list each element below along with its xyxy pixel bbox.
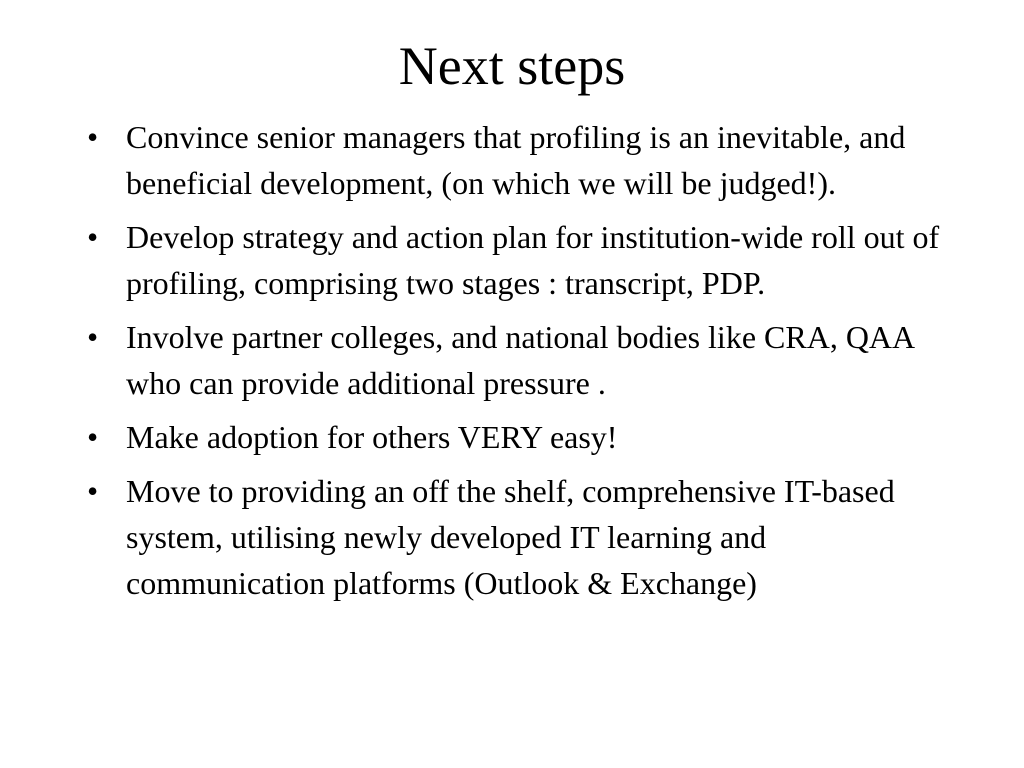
slide-title: Next steps — [398, 36, 626, 96]
bullet-text: Move to providing an off the shelf, comprehensive IT-based system, utilising newly developed IT learning and communication platforms (Outlook & Exchange) — [126, 473, 895, 601]
bullet-marker: • — [87, 319, 99, 355]
bullet-marker: • — [87, 419, 99, 455]
bullet-item — [87, 314, 947, 406]
bullet-item — [87, 468, 947, 606]
bullet-text: Develop strategy and action plan for institution-wide roll out of profiling, comprising two stages : transcript, PDP. — [126, 219, 940, 301]
bullet-marker: • — [87, 119, 99, 155]
bullet-item — [87, 214, 947, 306]
bullet-text: Convince senior managers that profiling is an inevitable, and beneficial development, (on which we will be judged!). — [126, 119, 906, 201]
bullet-item — [87, 114, 947, 206]
bullet-text: Make adoption for others VERY easy! — [126, 419, 618, 455]
bullet-marker: • — [87, 219, 99, 255]
bullet-text: Involve partner colleges, and national bodies like CRA, QAA who can provide additional pressure . — [126, 319, 914, 401]
bullet-list — [87, 114, 947, 614]
bullet-marker: • — [87, 473, 99, 509]
bullet-item — [87, 414, 947, 460]
